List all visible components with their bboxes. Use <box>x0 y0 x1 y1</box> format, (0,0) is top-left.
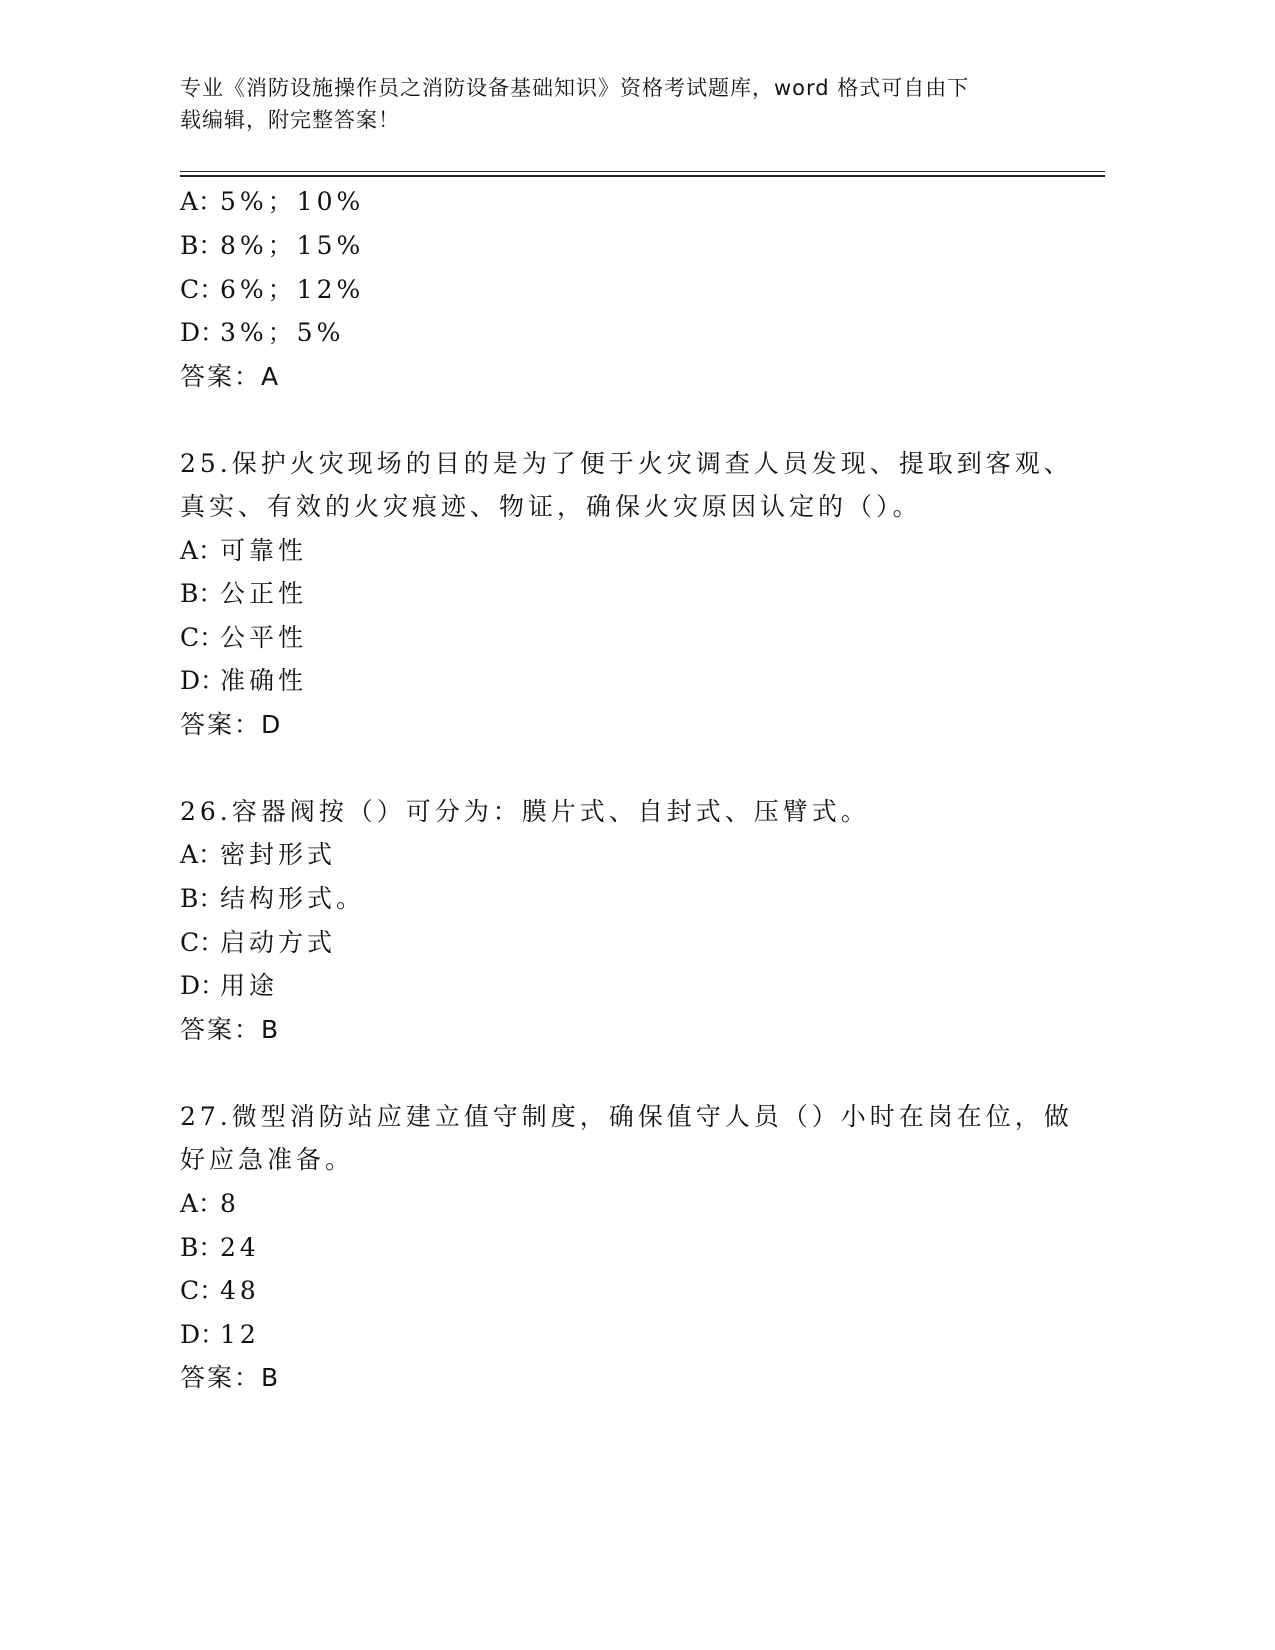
option-letter: C： <box>180 928 225 957</box>
option-c <box>180 1276 260 1306</box>
header-divider-thin <box>180 171 1105 172</box>
option-text: 用途 <box>220 971 279 1000</box>
option-text: 启动方式 <box>220 928 337 957</box>
option-letter: D： <box>180 666 226 695</box>
question-stem-line-1: 26.容器阀按（）可分为：膜片式、自封式、压臂式。 <box>180 797 870 826</box>
header-divider-thick <box>180 175 1105 177</box>
answer-line: 答案：B <box>180 1015 281 1044</box>
question-stem-line-2: 好应急准备。 <box>180 1145 355 1174</box>
option-b <box>180 884 365 914</box>
option-text: 12 <box>220 1320 260 1349</box>
option-letter: A： <box>180 536 224 565</box>
option-text: 8%；15% <box>220 231 365 260</box>
option-text: 可靠性 <box>220 536 308 565</box>
option-letter: D： <box>180 318 226 347</box>
option-text: 48 <box>220 1276 260 1305</box>
option-b <box>180 231 364 261</box>
option-b <box>180 1233 260 1263</box>
option-text: 5%；10% <box>220 187 365 216</box>
option-letter: B： <box>180 579 224 608</box>
option-a <box>180 187 364 217</box>
option-letter: D： <box>180 971 226 1000</box>
option-text: 结构形式。 <box>220 884 366 913</box>
option-b <box>180 579 307 609</box>
option-letter: A： <box>180 840 224 869</box>
option-letter: C： <box>180 275 225 304</box>
option-letter: C： <box>180 1276 225 1305</box>
option-text: 公平性 <box>220 623 308 652</box>
option-text: 8 <box>220 1189 240 1218</box>
option-text: 3%；5% <box>220 318 345 347</box>
option-text: 密封形式 <box>220 840 337 869</box>
option-c <box>180 275 364 305</box>
option-c <box>180 623 307 653</box>
option-a <box>180 536 307 566</box>
option-letter: B： <box>180 231 224 260</box>
question-stem-line-1: 27.微型消防站应建立值守制度，确保值守人员（）小时在岗在位，做 <box>180 1102 1073 1131</box>
option-letter: B： <box>180 884 224 913</box>
question-stem-line-2: 真实、有效的火灾痕迹、物证，确保火灾原因认定的（）。 <box>180 492 922 521</box>
option-text: 准确性 <box>220 666 308 695</box>
option-letter: A： <box>180 1189 224 1218</box>
question-stem-line-1: 25.保护火灾现场的目的是为了便于火灾调查人员发现、提取到客观、 <box>180 449 1073 478</box>
answer-line: 答案：A <box>180 362 281 391</box>
option-letter: B： <box>180 1233 224 1262</box>
option-d <box>180 971 278 1001</box>
document-header <box>180 72 1060 136</box>
option-a <box>180 1189 240 1219</box>
option-text: 24 <box>220 1233 260 1262</box>
option-d <box>180 1320 260 1350</box>
option-a <box>180 840 336 870</box>
option-text: 6%；12% <box>220 275 365 304</box>
option-letter: C： <box>180 623 225 652</box>
header-line-1: 专业《消防设施操作员之消防设备基础知识》资格考试题库，word 格式可自由下 <box>180 76 970 100</box>
option-letter: A： <box>180 187 224 216</box>
option-d <box>180 318 344 348</box>
header-line-2: 载编辑，附完整答案！ <box>180 108 400 132</box>
option-c <box>180 928 336 958</box>
answer-line: 答案：D <box>180 710 283 739</box>
option-text: 公正性 <box>220 579 308 608</box>
option-d <box>180 666 307 696</box>
answer-line: 答案：B <box>180 1363 281 1392</box>
option-letter: D： <box>180 1320 226 1349</box>
